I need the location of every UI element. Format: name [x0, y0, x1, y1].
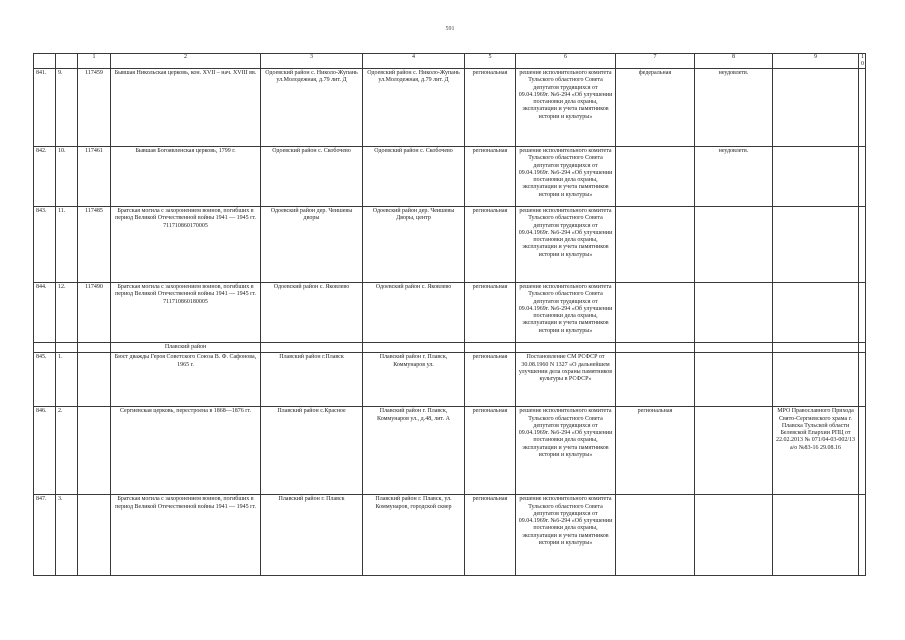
protection-category: региональная — [465, 207, 516, 283]
column-header — [34, 54, 56, 69]
table-row — [34, 407, 866, 495]
monument-location: Одоевский район дер. Чеишевы дворы — [261, 207, 363, 283]
row-number: 841. — [34, 69, 56, 147]
empty-cell — [773, 343, 859, 353]
column-10-cell — [859, 207, 866, 283]
row-index: 11. — [56, 207, 78, 283]
protection-category: региональная — [465, 69, 516, 147]
registry-code — [78, 353, 111, 407]
legal-decision: решение исполнительного комитета Тульского областного Совета депутатов трудящихся от 09.04.1969г. №6-294 «Об улучшении постановки дела охраны, эксплуатации и учета памятников истории и культуры» — [516, 495, 616, 576]
protection-category: региональная — [465, 407, 516, 495]
column-9-cell — [773, 147, 859, 207]
column-10-cell — [859, 353, 866, 407]
table-row — [34, 283, 866, 343]
district-header-row — [34, 343, 866, 353]
column-10-cell — [859, 147, 866, 207]
column-8-cell: неудовлетв. — [695, 147, 773, 207]
column-8-cell — [695, 283, 773, 343]
monument-address: Плавский район г. Плавск, Коммунаров ул. — [363, 353, 465, 407]
monuments-registry-table — [33, 53, 866, 576]
column-header — [56, 54, 78, 69]
column-8-cell — [695, 353, 773, 407]
column-header: 4 — [363, 54, 465, 69]
legal-decision: решение исполнительного комитета Тульского областного Совета депутатов трудящихся от 09.04.1969г. №6-294 «Об улучшении постановки дела охраны, эксплуатации и учета памятников истории и культуры» — [516, 407, 616, 495]
row-index: 1. — [56, 353, 78, 407]
column-header: 3 — [261, 54, 363, 69]
registry-code: 117461 — [78, 147, 111, 207]
empty-cell — [516, 343, 616, 353]
monument-location: Плавский район г. Плавск — [261, 495, 363, 576]
table-row — [34, 69, 866, 147]
column-8-cell — [695, 407, 773, 495]
legal-decision: Постановление СМ РСФСР от 30.08.1960 N 1327 «О дальнейшем улучшении дела охраны памятников культуры в РСФСР» — [516, 353, 616, 407]
monument-location: Одоевский район с. Яковлево — [261, 283, 363, 343]
district-label: Плавский район — [111, 343, 261, 353]
registry-code: 117485 — [78, 207, 111, 283]
table-row — [34, 353, 866, 407]
legal-decision: решение исполнительного комитета Тульского областного Совета депутатов трудящихся от 09.04.1969г. №6-294 «Об улучшении постановки дела охраны, эксплуатации и учета памятников истории и культуры» — [516, 283, 616, 343]
column-7-cell: федеральная — [616, 69, 695, 147]
row-number: 845. — [34, 353, 56, 407]
empty-cell — [363, 343, 465, 353]
registry-code — [78, 407, 111, 495]
column-header: 8 — [695, 54, 773, 69]
monument-address: Одоевский район с. Скобочево — [363, 147, 465, 207]
column-header: 6 — [516, 54, 616, 69]
column-10-cell — [859, 69, 866, 147]
column-9-cell — [773, 283, 859, 343]
protection-category: региональная — [465, 147, 516, 207]
protection-category: региональная — [465, 283, 516, 343]
column-10-cell — [859, 283, 866, 343]
monument-name: Бывшая Никольская церковь, кон. XVII – нач. XVIII вв. — [111, 69, 261, 147]
page-number: 591 — [445, 26, 455, 32]
column-9-cell: МРО Православного Прихода Свято-Сергиевского храма г. Плавска Тульской области Белевской Епархии РПЦ от 22.02.2013 № 071/04-03-002/13 а/о №83-16 29.08.16 — [773, 407, 859, 495]
column-header: 9 — [773, 54, 859, 69]
column-8-cell: неудовлетв. — [695, 69, 773, 147]
row-number: 843. — [34, 207, 56, 283]
column-7-cell — [616, 283, 695, 343]
column-8-cell — [695, 207, 773, 283]
legal-decision: решение исполнительного комитета Тульского областного Совета депутатов трудящихся от 09.04.1969г. №6-294 «Об улучшении постановки дела охраны, эксплуатации и учета памятников истории и культуры» — [516, 147, 616, 207]
monument-name: Братская могила с захоронением воинов, погибших в период Великой Отечественной войны 1941 — 1945 гг. 711710860180005 — [111, 283, 261, 343]
empty-cell — [78, 343, 111, 353]
empty-cell — [695, 343, 773, 353]
monument-name: Сергиевская церковь, перестроена в 1868—1876 гг. — [111, 407, 261, 495]
column-7-cell — [616, 147, 695, 207]
column-header: 10 — [859, 54, 866, 69]
column-9-cell — [773, 495, 859, 576]
monument-address: Одоевский район дер. Чеишевы Дворы, центр — [363, 207, 465, 283]
column-header: 5 — [465, 54, 516, 69]
monument-address: Одоевский район с. Яковлево — [363, 283, 465, 343]
row-number: 842. — [34, 147, 56, 207]
registry-code: 117459 — [78, 69, 111, 147]
monument-address: Плавский район г. Плавск, ул. Коммунаров, городской сквер — [363, 495, 465, 576]
legal-decision: решение исполнительного комитета Тульского областного Совета депутатов трудящихся от 09.04.1969г. №6-294 «Об улучшении постановки дела охраны, эксплуатации и учета памятников истории и культуры» — [516, 69, 616, 147]
row-index: 12. — [56, 283, 78, 343]
registry-code: 117490 — [78, 283, 111, 343]
column-7-cell — [616, 495, 695, 576]
column-9-cell — [773, 207, 859, 283]
empty-cell — [465, 343, 516, 353]
row-index: 2. — [56, 407, 78, 495]
row-index: 9. — [56, 69, 78, 147]
row-number: 844. — [34, 283, 56, 343]
column-header: 1 — [78, 54, 111, 69]
table-row — [34, 207, 866, 283]
table-row — [34, 495, 866, 576]
monument-address: Одоевский район с. Николо-Жупань ул.Молодежная, д.79 лит. Д — [363, 69, 465, 147]
column-8-cell — [695, 495, 773, 576]
column-7-cell: региональная — [616, 407, 695, 495]
column-9-cell — [773, 69, 859, 147]
monument-name: Братская могила с захоронением воинов, погибших в период Великой Отечественной войны 1941 — 1945 гг. 711710860170005 — [111, 207, 261, 283]
row-number: 847. — [34, 495, 56, 576]
column-10-cell — [859, 495, 866, 576]
monument-name: Бюст дважды Героя Советского Союза В. Ф. Сафонова, 1965 г. — [111, 353, 261, 407]
column-7-cell — [616, 207, 695, 283]
monument-location: Плавский район с.Красное — [261, 407, 363, 495]
column-7-cell — [616, 353, 695, 407]
monument-address: Плавский район г. Плавск, Коммунаров ул., д.48, лит. А — [363, 407, 465, 495]
protection-category: региональная — [465, 495, 516, 576]
column-9-cell — [773, 353, 859, 407]
row-index: 10. — [56, 147, 78, 207]
empty-cell — [616, 343, 695, 353]
monument-location: Плавский район г.Плавск — [261, 353, 363, 407]
monument-name: Бывшая Богоявленская церковь, 1799 г. — [111, 147, 261, 207]
row-index: 3. — [56, 495, 78, 576]
empty-cell — [56, 343, 78, 353]
column-header: 7 — [616, 54, 695, 69]
monument-location: Одоевский район с. Скобочево — [261, 147, 363, 207]
empty-cell — [859, 343, 866, 353]
empty-cell — [261, 343, 363, 353]
monument-name: Братская могила с захоронением воинов, погибших в период Великой Отечественной войны 1941 — 1945 гг. — [111, 495, 261, 576]
row-number: 846. — [34, 407, 56, 495]
monument-location: Одоевский район с. Николо-Жупань ул.Молодежная, д.79 лит. Д — [261, 69, 363, 147]
empty-cell — [34, 343, 56, 353]
column-10-cell — [859, 407, 866, 495]
registry-code — [78, 495, 111, 576]
legal-decision: решение исполнительного комитета Тульского областного Совета депутатов трудящихся от 09.04.1969г. №6-294 «Об улучшении постановки дела охраны, эксплуатации и учета памятников истории и культуры» — [516, 207, 616, 283]
table-row — [34, 147, 866, 207]
protection-category: региональная — [465, 353, 516, 407]
column-number-row — [34, 54, 866, 69]
column-header: 2 — [111, 54, 261, 69]
